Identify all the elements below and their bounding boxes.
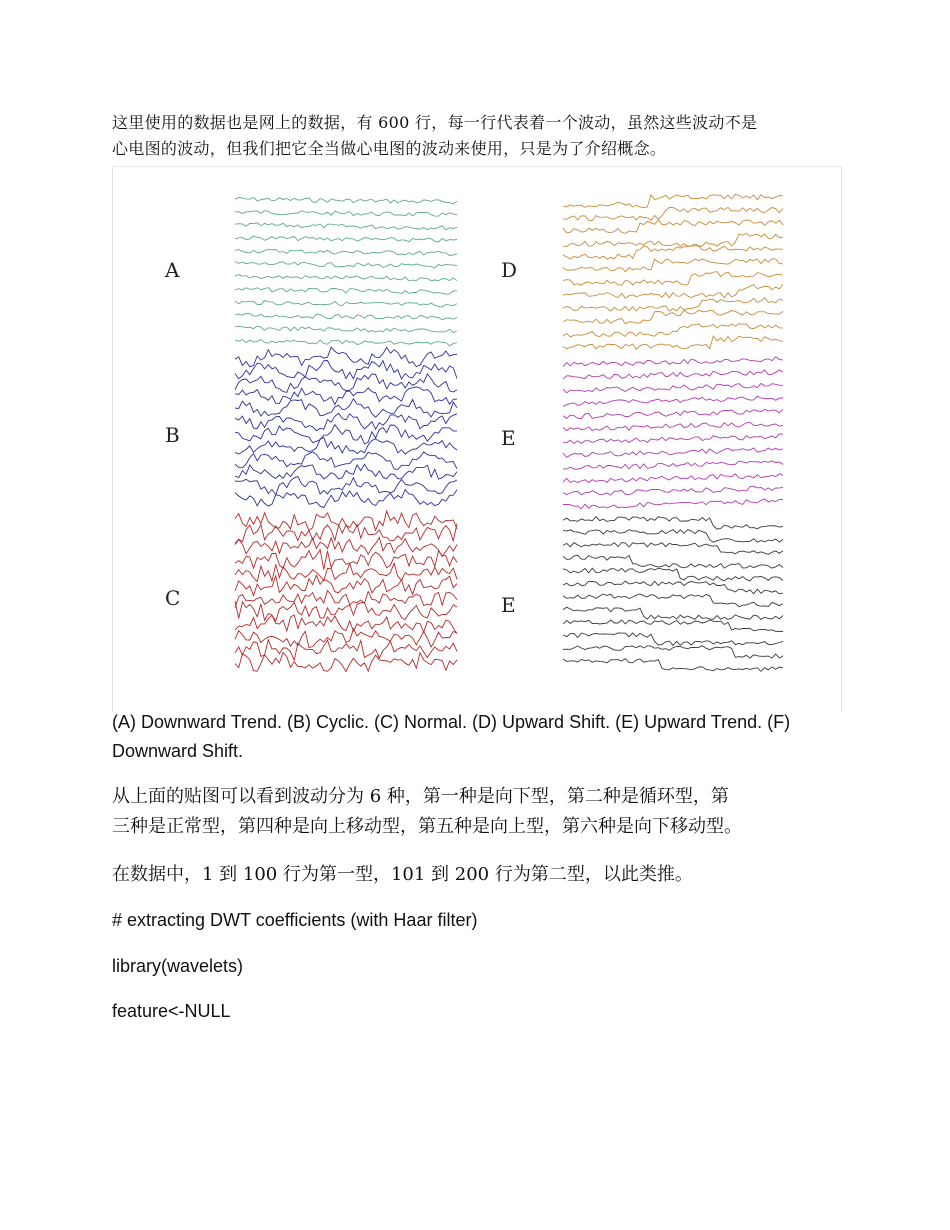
waveform-line: [563, 370, 783, 379]
waveform-line: [235, 524, 457, 544]
waveform-line: [563, 499, 783, 509]
panel-label-4: D: [501, 258, 518, 282]
waveform-line: [235, 326, 457, 332]
waveform-line: [563, 607, 783, 619]
waveform-line: [563, 272, 783, 286]
pattern-description-paragraph: [112, 782, 872, 842]
waveform-line: [563, 530, 783, 543]
waveform-line: [563, 357, 783, 367]
pattern-description-line-2: 三种是正常型，第四种是向上移动型，第五种是向上型，第六种是向下移动型。: [112, 816, 742, 837]
waveform-line: [235, 300, 457, 307]
waveform-line: [563, 474, 783, 483]
figure-caption: [112, 708, 842, 766]
waveform-line: [563, 246, 783, 259]
waveform-line: [563, 336, 783, 349]
waveform-line: [563, 396, 783, 406]
waveform-line: [563, 310, 783, 324]
waveform-line: [563, 383, 783, 392]
waveform-line: [235, 591, 457, 608]
waveform-line: [235, 340, 457, 346]
intro-line-2: 心电图的波动，但我们把它全当做心电图的波动来使用，只是为了介绍概念。: [112, 139, 667, 158]
waveform-line: [235, 197, 457, 204]
panel-label-3: C: [165, 586, 181, 610]
waveform-line: [563, 555, 783, 568]
caption-line-2: Downward Shift.: [112, 741, 244, 761]
code-line-library: library(wavelets): [112, 956, 244, 976]
waveform-line: [235, 550, 457, 570]
waveform-line: [563, 194, 783, 207]
waveform-line: [563, 594, 783, 607]
waveform-line: [235, 288, 457, 295]
waveform-line: [235, 464, 457, 479]
waveform-panels: [113, 167, 843, 713]
pattern-description-line-1: 从上面的贴图可以看到波动分为 6 种，第一种是向下型，第二种是循环型，第: [112, 786, 729, 807]
waveform-line: [235, 361, 457, 379]
waveform-line: [563, 568, 783, 581]
waveform-line: [235, 262, 457, 269]
waveform-line: [563, 298, 783, 311]
panel-label-2: B: [165, 423, 180, 447]
caption-line-1: (A) Downward Trend. (B) Cyclic. (C) Normal. (D) Upward Shift. (E) Upward Trend. (F): [112, 712, 791, 732]
panel-label-6: E: [501, 593, 516, 617]
waveform-line: [235, 490, 457, 508]
waveform-line: [235, 374, 457, 392]
waveform-line: [563, 517, 783, 529]
waveform-line: [563, 543, 783, 555]
waveform-line: [563, 207, 783, 220]
waveform-line: [235, 236, 457, 242]
waveform-line: [235, 399, 457, 418]
waveform-line: [235, 249, 457, 255]
panel-label-1: A: [165, 258, 180, 282]
waveform-line: [563, 422, 783, 430]
intro-paragraph: [112, 110, 852, 162]
waveform-line: [235, 537, 457, 556]
waveform-line: [563, 659, 783, 672]
waveform-line: [235, 653, 457, 672]
waveform-line: [235, 477, 457, 495]
waveform-line: [235, 511, 457, 531]
waveform-line: [563, 581, 783, 594]
waveform-line: [235, 211, 457, 217]
panel-label-5: E: [501, 426, 516, 450]
waveform-figure: [112, 166, 842, 712]
waveform-line: [235, 275, 457, 281]
waveform-line: [563, 461, 783, 469]
waveform-line: [563, 285, 783, 299]
waveform-line: [235, 452, 457, 470]
waveform-line: [235, 313, 457, 319]
waveform-line: [235, 563, 457, 581]
waveform-line: [563, 620, 783, 632]
waveform-line: [563, 409, 783, 418]
waveform-line: [563, 259, 783, 272]
waveform-line: [563, 633, 783, 646]
waveform-line: [563, 324, 783, 337]
waveform-line: [563, 646, 783, 658]
waveform-line: [563, 220, 783, 233]
waveform-line: [235, 629, 457, 648]
waveform-line: [235, 347, 457, 367]
code-comment: # extracting DWT coefficients (with Haar filter): [112, 910, 478, 930]
waveform-line: [235, 223, 457, 230]
waveform-line: [235, 387, 457, 405]
waveform-line: [563, 233, 783, 246]
waveform-line: [563, 486, 783, 495]
waveform-line: [563, 434, 783, 444]
code-line-feature: feature<-NULL: [112, 1001, 231, 1021]
intro-line-1: 这里使用的数据也是网上的数据，有 600 行，每一行代表着一个波动，虽然这些波动不是: [112, 113, 758, 132]
waveform-line: [235, 575, 457, 595]
row-range-paragraph: 在数据中，1 到 100 行为第一型，101 到 200 行为第二型，以此类推。: [112, 864, 693, 885]
waveform-line: [563, 448, 783, 457]
